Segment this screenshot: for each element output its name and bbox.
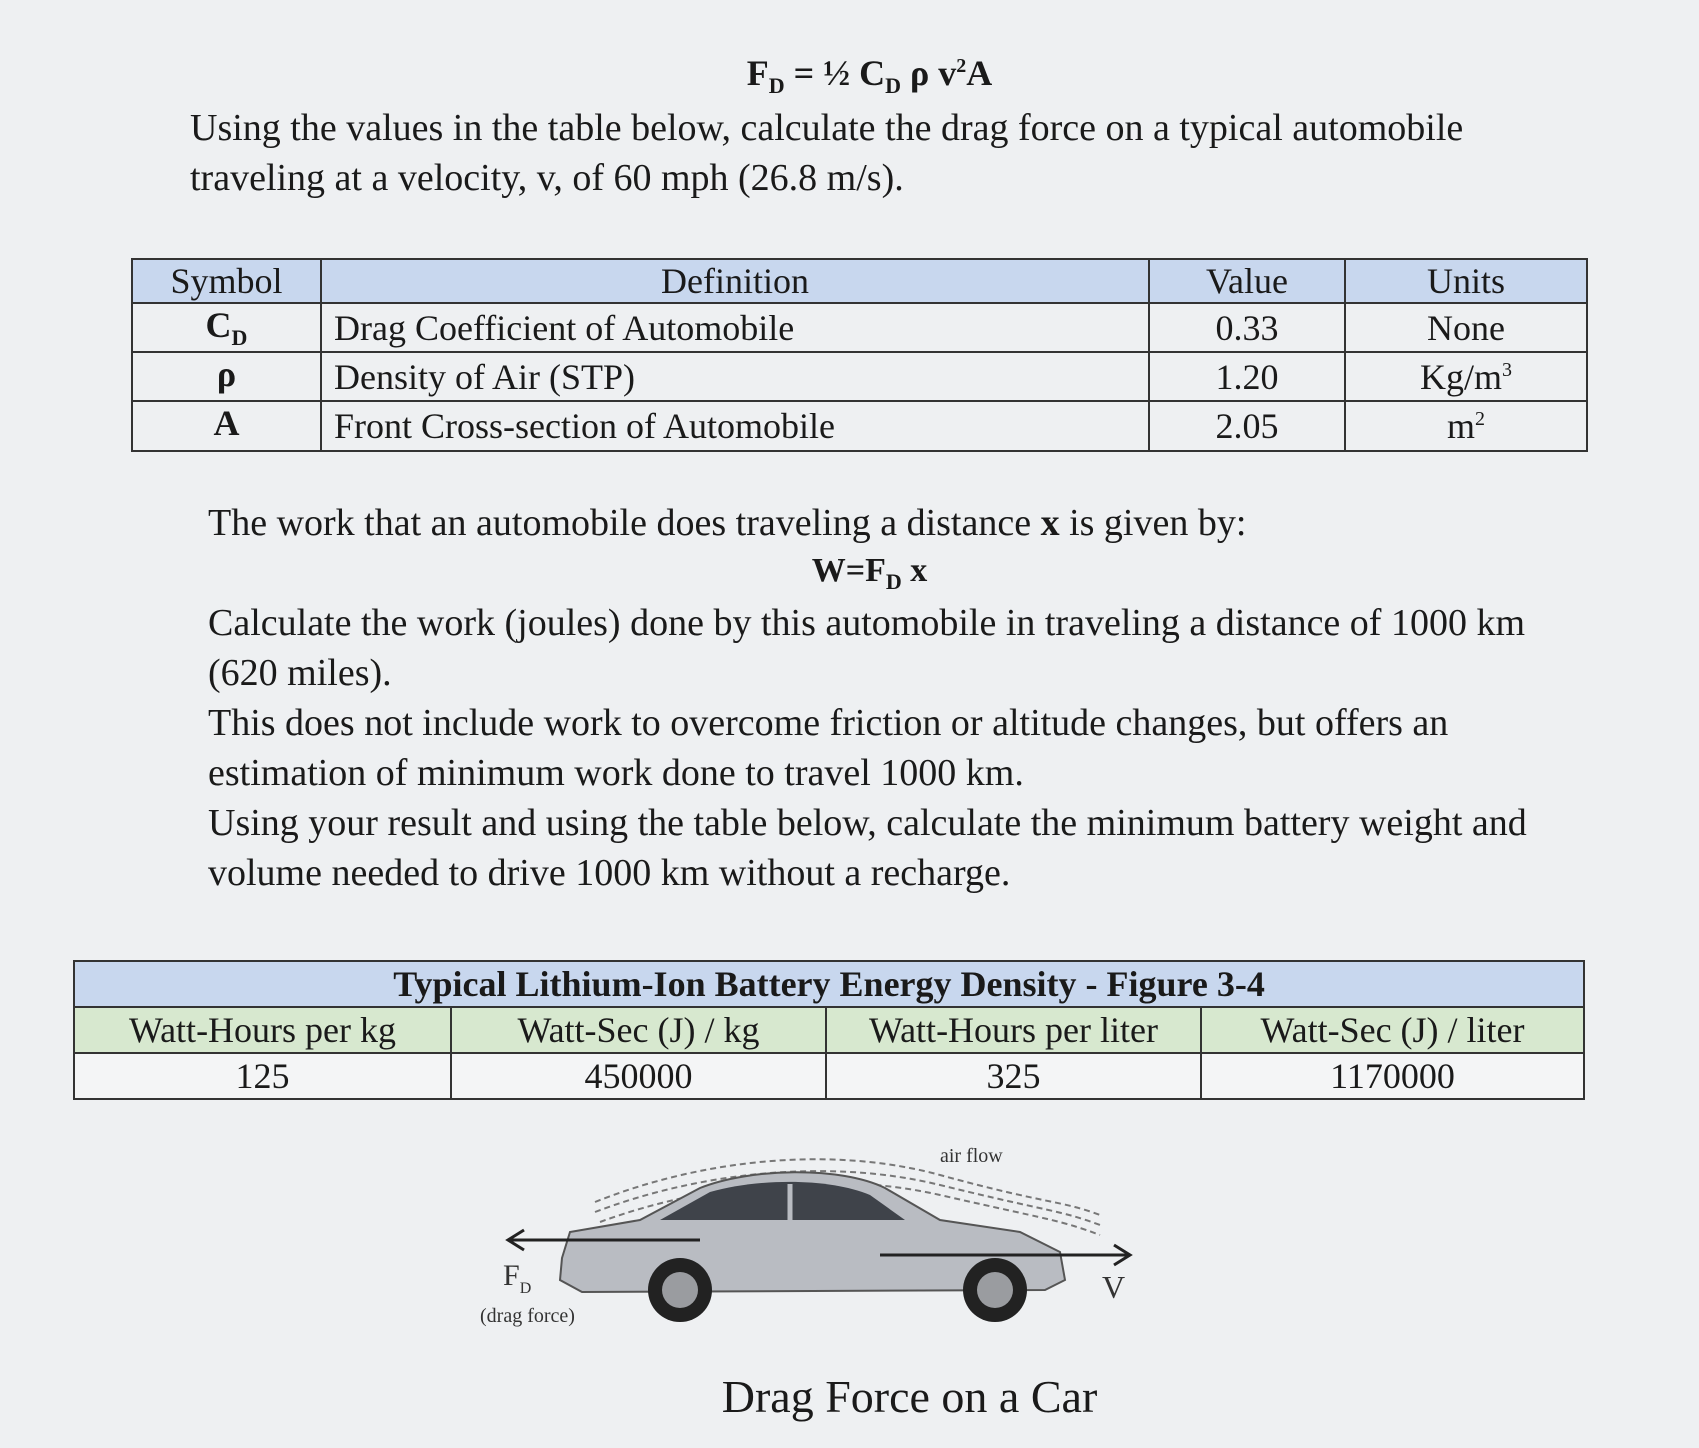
battery-table-header-row — [74, 1007, 1584, 1053]
definition-cell: Front Cross-section of Automobile — [321, 401, 1149, 450]
units-exponent: 3 — [1502, 358, 1512, 381]
work-intro-variable: x — [1040, 502, 1060, 544]
work-intro-paragraph — [208, 498, 1588, 548]
symbol-cell — [132, 352, 321, 401]
battery-density-table — [73, 960, 1585, 1100]
intro-paragraph: Using the values in the table below, calculate the drag force on a typical automobile traveling at a velocity, v, of 60 mph (26.8 m/s). — [190, 107, 1464, 199]
car-drag-figure — [480, 1140, 1180, 1340]
drag-force-formula — [0, 52, 1699, 99]
force-subscript: D — [519, 1280, 532, 1297]
value-cell: 2.05 — [1149, 401, 1345, 450]
symbol-text: C — [205, 305, 232, 345]
units-cell — [1345, 303, 1587, 352]
table-row — [132, 352, 1587, 401]
work-formula — [0, 552, 1699, 595]
work-formula-subscript: D — [885, 568, 902, 594]
formula-lhs-subscript: D — [768, 73, 785, 99]
work-intro-text-a: The work that an automobile does traveling a distance — [208, 502, 1041, 544]
table-row — [132, 401, 1587, 450]
velocity-label: V — [1102, 1269, 1126, 1305]
drag-force-caption: (drag force) — [480, 1305, 575, 1327]
work-formula-lhs: W=F — [811, 552, 886, 589]
definition-cell: Density of Air (STP) — [321, 352, 1149, 401]
units-cell — [1345, 352, 1587, 401]
value-j-per-liter: 1170000 — [1201, 1053, 1584, 1099]
note-paragraph: This does not include work to overcome friction or altitude changes, but offers an estimation of minimum work done to travel 1000 km. — [208, 702, 1449, 794]
variables-table-header-row — [132, 259, 1587, 303]
battery-table-value-row — [74, 1053, 1584, 1099]
table-row — [132, 303, 1587, 352]
battery-table-title-row — [74, 961, 1584, 1007]
symbol-text: A — [213, 403, 240, 444]
battery-table-title: Typical Lithium-Ion Battery Energy Density - Figure 3-4 — [74, 961, 1584, 1007]
formula-rhs-part-a: = ½ C — [784, 53, 886, 93]
header-j-per-kg: Watt-Sec (J) / kg — [451, 1007, 826, 1053]
formula-lhs: F — [746, 53, 769, 93]
symbol-cell — [132, 401, 321, 450]
car-body — [560, 1172, 1065, 1322]
battery-question-paragraph: Using your result and using the table below, calculate the minimum battery weight and volume needed to drive 1000 km without a recharge. — [208, 802, 1527, 894]
variables-table — [131, 258, 1588, 452]
front-wheel-rim — [662, 1272, 698, 1308]
air-flow-label: air flow — [940, 1145, 1003, 1167]
header-wh-per-kg: Watt-Hours per kg — [74, 1007, 451, 1053]
value-wh-per-kg: 125 — [74, 1053, 451, 1099]
units-text: m — [1446, 405, 1475, 446]
units-cell — [1345, 401, 1587, 450]
header-units: Units — [1345, 259, 1587, 303]
header-symbol: Symbol — [132, 259, 321, 303]
force-label: F — [503, 1259, 520, 1292]
figure-caption: Drag Force on a Car — [721, 1371, 1098, 1422]
symbol-subscript: D — [231, 325, 248, 351]
value-cell: 0.33 — [1149, 303, 1345, 352]
header-wh-per-liter: Watt-Hours per liter — [826, 1007, 1201, 1053]
header-definition: Definition — [321, 259, 1149, 303]
symbol-cell — [132, 303, 321, 352]
value-j-per-kg: 450000 — [451, 1053, 826, 1099]
work-intro-text-b: is given by: — [1059, 502, 1247, 544]
header-value: Value — [1149, 259, 1345, 303]
units-exponent: 2 — [1475, 407, 1485, 430]
formula-rhs-part-b: ρ v — [901, 53, 957, 93]
units-text: Kg/m — [1419, 356, 1502, 397]
units-text: None — [1427, 307, 1505, 348]
value-cell: 1.20 — [1149, 352, 1345, 401]
drag-force-symbol — [503, 1259, 531, 1297]
formula-rhs-subscript: D — [885, 73, 902, 99]
header-j-per-liter: Watt-Sec (J) / liter — [1201, 1007, 1584, 1053]
formula-exponent: 2 — [956, 55, 967, 77]
calc-work-paragraph: Calculate the work (joules) done by this automobile in traveling a distance of 1000 km (620 miles). — [208, 602, 1526, 694]
formula-rhs-part-c: A — [966, 53, 993, 93]
symbol-text: ρ — [216, 354, 237, 395]
rear-wheel-rim — [977, 1272, 1013, 1308]
value-wh-per-liter: 325 — [826, 1053, 1201, 1099]
work-formula-rhs: x — [901, 552, 928, 589]
definition-cell: Drag Coefficient of Automobile — [321, 303, 1149, 352]
